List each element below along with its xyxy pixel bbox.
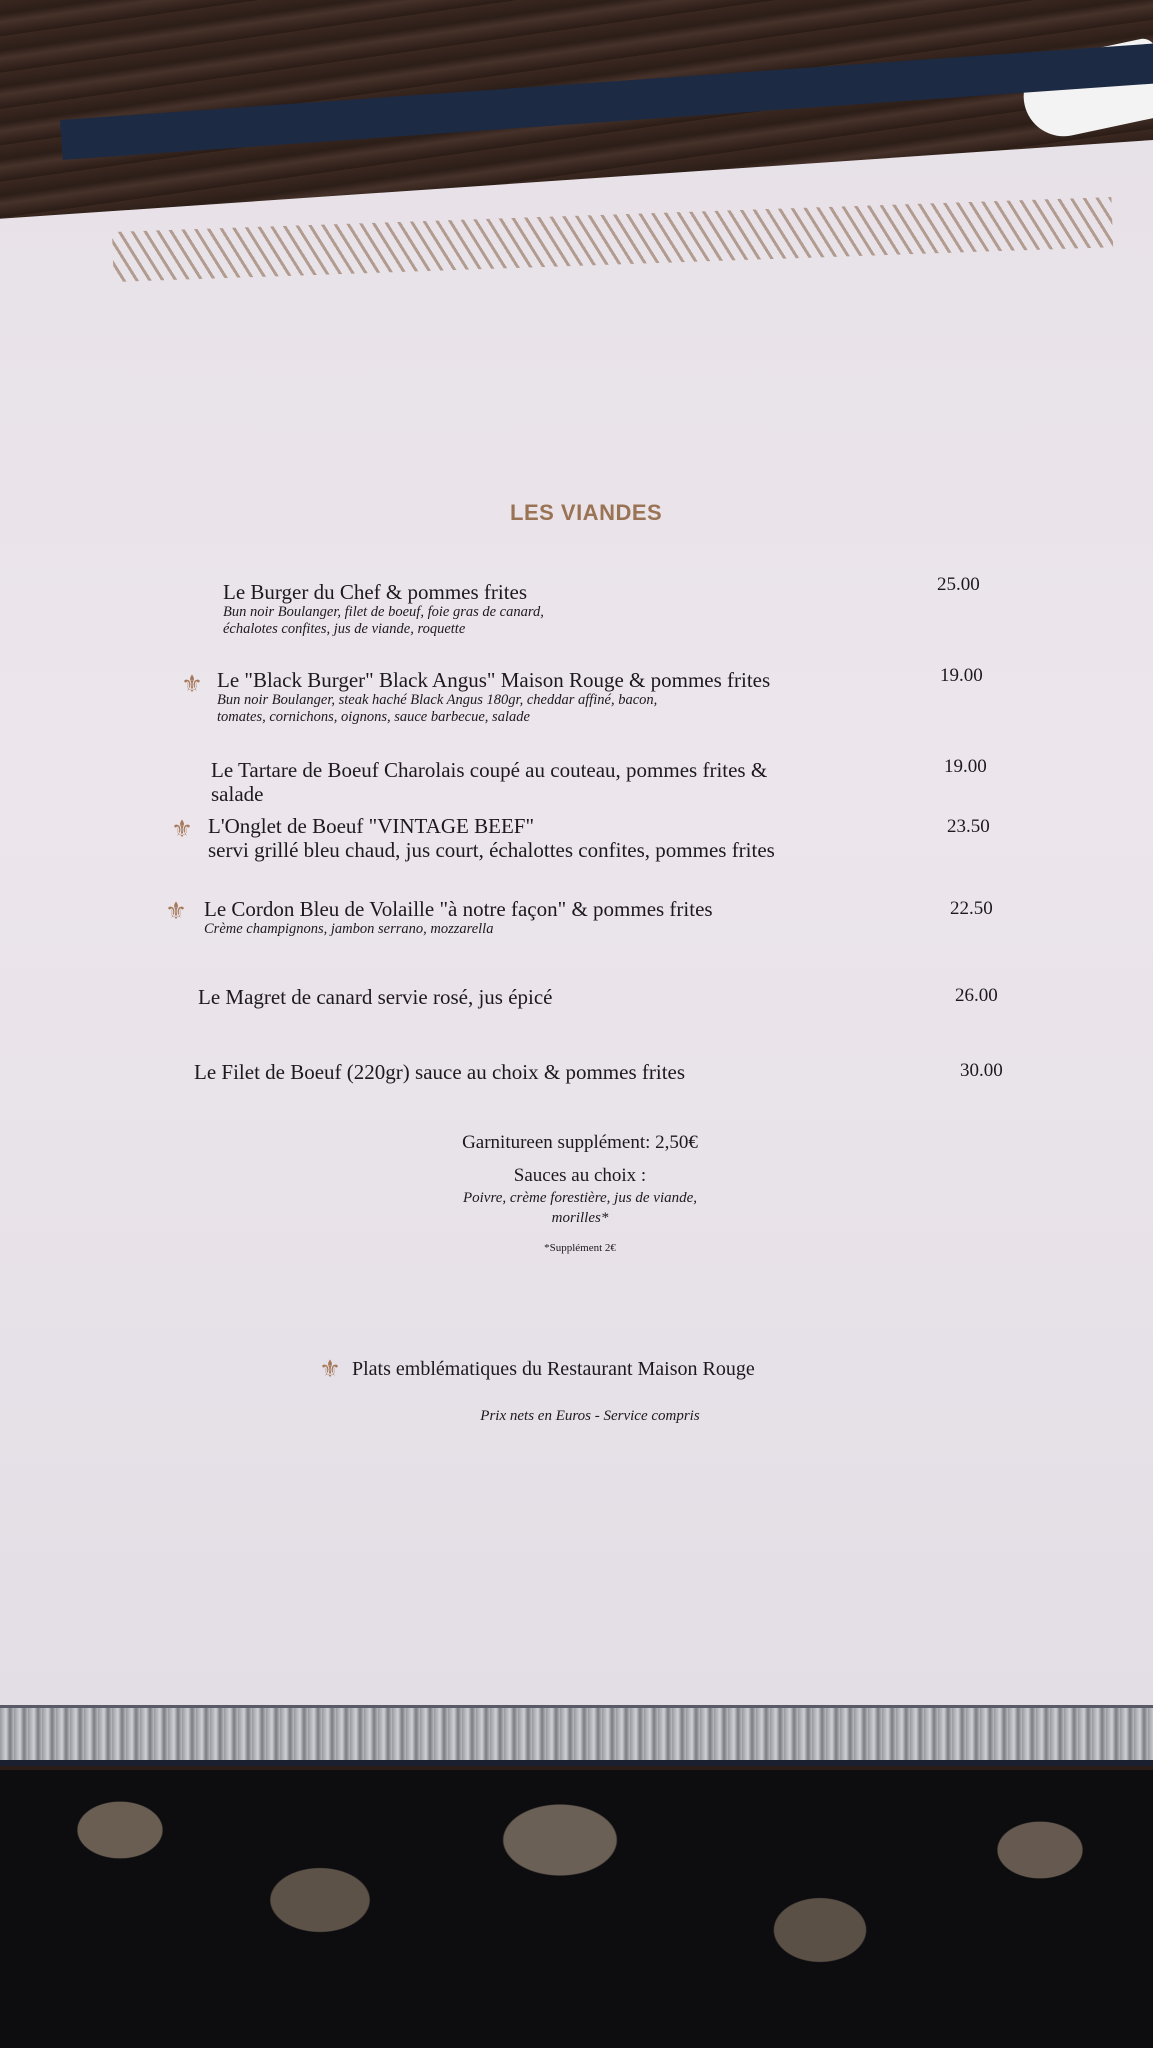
- item-price: 19.00: [940, 665, 983, 686]
- item-price: 26.00: [955, 985, 998, 1006]
- menu-item: [217, 668, 917, 726]
- item-price: 23.50: [947, 816, 990, 837]
- menu-item: [208, 814, 948, 862]
- item-name: Le Filet de Boeuf (220gr) sauce au choix & pommes frites: [194, 1060, 686, 1084]
- section-title: LES VIANDES: [510, 500, 663, 525]
- item-desc: tomates, cornichons, oignons, sauce barbecue, salade: [217, 709, 530, 725]
- fleur-de-lis-icon: ⚜: [165, 897, 187, 925]
- menu-item: [211, 758, 931, 806]
- menu-item: [223, 580, 903, 638]
- item-desc: échalotes confites, jus de viande, roquette: [223, 621, 466, 637]
- sauces-list: Poivre, crème forestière, jus de viande,: [462, 1190, 698, 1206]
- item-name: Le "Black Burger" Black Angus" Maison Rouge & pommes frites: [217, 668, 771, 692]
- item-price: 25.00: [937, 574, 980, 595]
- item-name-continued: salade: [211, 782, 264, 806]
- patterned-floor: [0, 1770, 1153, 2048]
- item-name: Le Cordon Bleu de Volaille "à notre façon" & pommes frites: [204, 897, 713, 921]
- item-name: Le Tartare de Boeuf Charolais coupé au couteau, pommes frites &: [211, 758, 768, 782]
- fleur-de-lis-icon: ⚜: [319, 1355, 341, 1383]
- sauces-title: Sauces au choix :: [513, 1165, 647, 1186]
- price-footer: Prix nets en Euros - Service compris: [480, 1408, 700, 1424]
- menu-item: [204, 897, 944, 938]
- item-name: Le Burger du Chef & pommes frites: [223, 580, 528, 604]
- fleur-de-lis-icon: ⚜: [181, 670, 203, 698]
- item-name: L'Onglet de Boeuf "VINTAGE BEEF": [208, 814, 535, 838]
- menu-item: [198, 985, 938, 1009]
- supplement-note: *Supplément 2€: [544, 1242, 616, 1254]
- menu-item: [194, 1060, 954, 1084]
- sauces-list-continued: morilles*: [551, 1210, 609, 1226]
- item-price: 19.00: [944, 756, 987, 777]
- garniture-note: Garnitureen supplément: 2,50€: [462, 1132, 698, 1153]
- item-name: Le Magret de canard servie rosé, jus épicé: [198, 985, 553, 1009]
- fleur-de-lis-icon: ⚜: [171, 815, 193, 843]
- menu-binding-strip: [0, 1705, 1153, 1766]
- item-price: 22.50: [950, 898, 993, 919]
- signature-dishes-note: Plats emblématiques du Restaurant Maison Rouge: [352, 1358, 755, 1380]
- item-desc: Crème champignons, jambon serrano, mozzarella: [204, 921, 494, 937]
- item-price: 30.00: [960, 1060, 1003, 1081]
- item-desc: Bun noir Boulanger, steak haché Black Angus 180gr, cheddar affiné, bacon,: [217, 692, 658, 708]
- item-desc: Bun noir Boulanger, filet de boeuf, foie gras de canard,: [223, 604, 544, 620]
- item-name-continued: servi grillé bleu chaud, jus court, échalottes confites, pommes frites: [208, 838, 775, 862]
